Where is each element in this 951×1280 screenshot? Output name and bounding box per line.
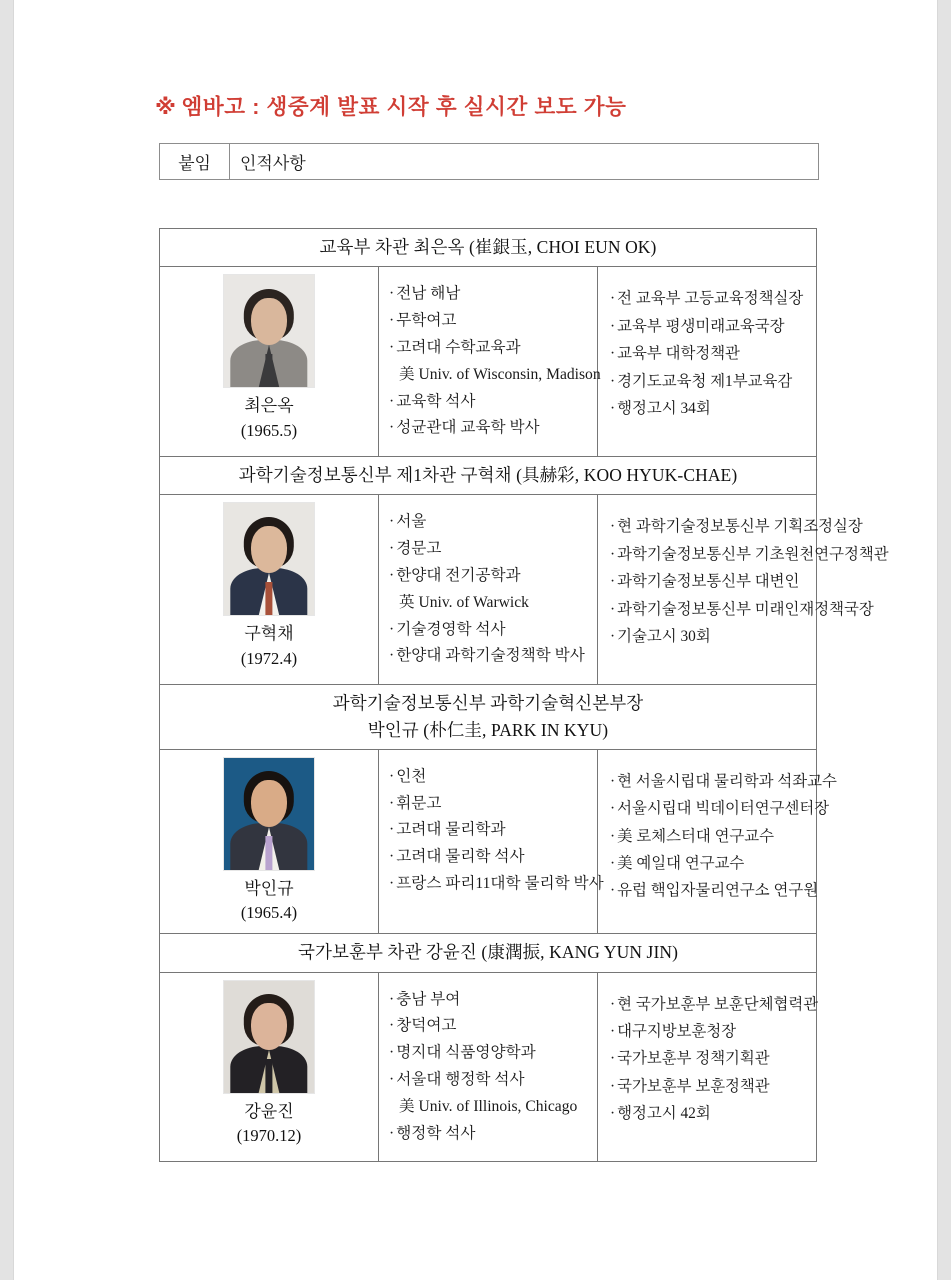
list-item-text: 프랑스 파리11대학 물리학 박사 — [396, 875, 604, 892]
list-item-text: 무학여고 — [396, 312, 457, 330]
bullet-icon: · — [610, 1077, 616, 1095]
career-list — [610, 513, 889, 650]
bullet-icon: · — [389, 513, 395, 531]
bullet-icon: · — [610, 545, 616, 563]
person-title-row — [160, 229, 817, 267]
list-item — [389, 536, 589, 563]
list-item-text: 행정고시 42회 — [617, 1105, 711, 1123]
career-list — [610, 285, 808, 422]
list-item-text: 한양대 과학기술정책학 박사 — [396, 647, 585, 665]
person-title: 과학기술정보통신부 제1차관 구혁채 (具赫彩, KOO HYUK-CHAE) — [160, 457, 817, 495]
bullet-icon: · — [389, 312, 395, 330]
list-item-text: 서울 — [396, 513, 427, 531]
education-list — [389, 509, 589, 670]
list-item — [389, 335, 589, 362]
education-list — [389, 987, 589, 1148]
list-item — [389, 1094, 589, 1121]
bullet-icon: · — [389, 620, 395, 638]
list-item-text: 현 국가보훈부 보훈단체협력관 — [617, 995, 819, 1013]
list-item — [610, 823, 808, 850]
list-item — [389, 389, 589, 416]
attachment-label: 붙임 — [160, 144, 230, 179]
person-education-cell — [379, 749, 604, 934]
list-item — [389, 1067, 589, 1094]
list-item — [389, 1121, 589, 1148]
bullet-icon: · — [389, 848, 395, 866]
person-title-row — [160, 685, 817, 750]
person-photo-cell — [160, 495, 379, 685]
avatar — [223, 757, 315, 871]
bullet-icon: · — [389, 567, 395, 584]
list-item-text: 현 과학기술정보통신부 기획조정실장 — [617, 518, 863, 536]
list-item-text: 한양대 전기공학과 — [396, 567, 521, 584]
bullet-icon: · — [610, 290, 616, 308]
list-item — [389, 817, 589, 844]
list-item-text: 행정고시 34회 — [617, 399, 711, 417]
person-birth-year: (1972.4) — [240, 649, 298, 669]
profile-table — [159, 228, 889, 1162]
bullet-icon: · — [610, 399, 616, 417]
list-item-text: 고려대 물리학 석사 — [396, 848, 525, 866]
bullet-icon: · — [389, 392, 395, 410]
bullet-icon: · — [610, 882, 616, 900]
bullet-icon: · — [610, 855, 616, 873]
portrait-shape — [265, 582, 272, 616]
list-item — [610, 1018, 808, 1045]
list-item — [389, 844, 589, 871]
person-education-cell — [379, 972, 598, 1162]
portrait-shape — [251, 526, 287, 573]
person-title-line: 과학기술정보통신부 과학기술혁신본부장 — [332, 693, 644, 714]
list-item-text: 전남 해남 — [396, 285, 461, 303]
list-item-text: 美 Univ. of Illinois, Chicago — [399, 1097, 578, 1115]
avatar — [223, 502, 315, 616]
person-education-cell — [379, 267, 601, 457]
list-item-text: 美 로체스터대 연구교수 — [617, 827, 775, 845]
person-photo-cell — [160, 749, 379, 934]
person-name: 박인규 — [244, 878, 294, 898]
embargo-notice — [155, 90, 807, 121]
list-item — [610, 991, 819, 1018]
list-item — [389, 1013, 589, 1040]
list-item-text: 국가보훈부 보훈정책관 — [617, 1077, 770, 1095]
portrait-shape — [265, 354, 272, 388]
list-item-text: 과학기술정보통신부 미래인재정책국장 — [617, 600, 874, 618]
portrait-shape — [265, 836, 272, 870]
person-photo-cell — [160, 972, 379, 1162]
list-item — [610, 1045, 808, 1072]
bullet-icon: · — [389, 540, 395, 558]
list-item-text: 휘문고 — [396, 794, 442, 812]
list-item-text: 교육부 대학정책관 — [617, 345, 740, 363]
list-item — [610, 1100, 808, 1127]
embargo-text: 엠바고 : 생중계 발표 시작 후 실시간 보도 가능 — [181, 95, 627, 119]
person-title-row — [160, 934, 817, 972]
bullet-icon: · — [389, 1071, 395, 1088]
list-item — [389, 764, 589, 791]
bullet-icon: · — [610, 600, 616, 618]
bullet-icon: · — [610, 772, 616, 790]
career-list — [610, 991, 819, 1128]
list-item-text: 고려대 수학교육과 — [396, 338, 521, 356]
list-item-text: 美 예일대 연구교수 — [617, 855, 745, 873]
person-career-cell — [598, 267, 817, 457]
portrait-shape — [251, 298, 287, 345]
career-list — [610, 768, 837, 905]
list-item-text: 인천 — [396, 767, 427, 785]
bullet-icon: · — [389, 1044, 395, 1062]
portrait-shape — [265, 1059, 272, 1093]
list-item — [610, 285, 808, 312]
list-item — [610, 768, 837, 795]
list-item — [610, 513, 863, 540]
list-item-text: 유럽 핵입자물리연구소 연구원 — [617, 882, 819, 900]
person-name: 최은옥 — [244, 396, 294, 416]
list-item-text: 기술경영학 석사 — [396, 620, 506, 638]
bullet-icon: · — [610, 995, 616, 1013]
education-list — [389, 764, 604, 898]
list-item-text: 경기도교육청 제1부교육감 — [617, 372, 793, 390]
list-item-text: 성균관대 교육학 박사 — [396, 419, 540, 437]
list-item — [389, 590, 589, 617]
list-item — [389, 509, 589, 536]
attachment-value: 인적사항 — [240, 154, 306, 173]
list-item — [389, 643, 589, 670]
person-birth-year: (1965.4) — [240, 903, 298, 923]
person-detail-row — [160, 972, 817, 1162]
list-item — [389, 791, 589, 818]
bullet-icon: · — [389, 419, 395, 437]
list-item — [389, 563, 589, 590]
list-item-text: 국가보훈부 정책기획관 — [617, 1050, 770, 1068]
document-page — [14, 0, 937, 1280]
list-item — [610, 623, 808, 650]
bullet-icon: · — [610, 1105, 616, 1123]
list-item — [389, 871, 604, 898]
education-list — [389, 281, 601, 442]
reference-mark-icon: ※ — [155, 95, 177, 119]
person-career-cell — [598, 972, 817, 1162]
person-title: 국가보훈부 차관 강윤진 (康潤振, KANG YUN JIN) — [160, 934, 817, 972]
bullet-icon: · — [610, 628, 616, 646]
bullet-icon: · — [389, 338, 395, 356]
portrait-shape — [251, 780, 287, 827]
bullet-icon: · — [610, 1022, 616, 1040]
portrait-shape — [251, 1003, 287, 1050]
list-item — [610, 368, 808, 395]
person-career-cell — [598, 749, 837, 934]
list-item — [610, 1073, 808, 1100]
bullet-icon: · — [610, 800, 616, 818]
list-item — [610, 313, 808, 340]
list-item-text: 행정학 석사 — [396, 1124, 476, 1142]
list-item — [610, 541, 889, 568]
list-item-text: 교육학 석사 — [396, 392, 476, 410]
person-title: 교육부 차관 최은옥 (崔銀玉, CHOI EUN OK) — [160, 229, 817, 267]
person-education-cell — [379, 495, 598, 685]
attachment-box — [159, 143, 819, 180]
list-item — [389, 362, 601, 389]
bullet-icon: · — [389, 875, 395, 892]
person-birth-year: (1970.12) — [236, 1126, 302, 1146]
avatar — [223, 980, 315, 1094]
list-item-text: 현 서울시립대 물리학과 석좌교수 — [617, 772, 837, 790]
list-item-text: 전 교육부 고등교육정책실장 — [617, 290, 804, 308]
person-career-cell — [598, 495, 889, 685]
list-item — [389, 415, 589, 442]
list-item — [610, 568, 808, 595]
bullet-icon: · — [610, 372, 616, 390]
bullet-icon: · — [389, 767, 395, 785]
bullet-icon: · — [610, 1050, 616, 1068]
list-item — [610, 340, 808, 367]
person-birth-year: (1965.5) — [240, 420, 298, 440]
bullet-icon: · — [610, 518, 616, 536]
person-detail-row — [160, 267, 817, 457]
person-detail-row — [160, 495, 817, 685]
bullet-icon: · — [610, 573, 616, 591]
bullet-icon: · — [610, 317, 616, 335]
list-item — [389, 308, 589, 335]
list-item-text: 과학기술정보통신부 대변인 — [617, 573, 800, 591]
person-photo-cell — [160, 267, 379, 457]
bullet-icon: · — [610, 345, 616, 363]
list-item-text: 과학기술정보통신부 기초원천연구정책관 — [617, 545, 889, 563]
page-content — [145, 0, 889, 1280]
list-item-text: 고려대 물리학과 — [396, 821, 506, 839]
bullet-icon: · — [389, 1124, 395, 1142]
list-item-text: 서울대 행정학 석사 — [396, 1071, 525, 1088]
list-item — [389, 1040, 589, 1067]
person-title — [160, 685, 817, 750]
list-item — [610, 877, 819, 904]
list-item — [610, 795, 830, 822]
person-detail-row — [160, 749, 817, 934]
list-item — [610, 596, 874, 623]
bullet-icon: · — [610, 827, 616, 845]
bullet-icon: · — [389, 990, 395, 1008]
list-item — [389, 281, 589, 308]
list-item — [610, 850, 808, 877]
list-item — [389, 617, 589, 644]
person-name: 강윤진 — [244, 1101, 294, 1121]
avatar — [223, 274, 315, 388]
person-title-row — [160, 457, 817, 495]
list-item-text: 명지대 식품영양학과 — [396, 1044, 536, 1062]
list-item-text: 경문고 — [396, 540, 442, 558]
list-item — [610, 395, 808, 422]
list-item-text: 충남 부여 — [396, 990, 461, 1008]
bullet-icon: · — [389, 647, 395, 665]
list-item-text: 교육부 평생미래교육국장 — [617, 317, 785, 335]
list-item-text: 창덕여고 — [396, 1017, 457, 1035]
list-item-text: 서울시립대 빅데이터연구센터장 — [617, 800, 830, 818]
list-item-text: 대구지방보훈청장 — [617, 1022, 737, 1040]
bullet-icon: · — [389, 821, 395, 839]
list-item-text: 기술고시 30회 — [617, 628, 711, 646]
person-name: 구혁채 — [244, 624, 294, 644]
list-item-text: 美 Univ. of Wisconsin, Madison — [399, 365, 601, 383]
person-title-line: 박인규 (朴仁圭, PARK IN KYU) — [367, 719, 609, 740]
bullet-icon: · — [389, 285, 395, 303]
list-item-text: 英 Univ. of Warwick — [399, 593, 529, 611]
bullet-icon: · — [389, 794, 395, 812]
bullet-icon: · — [389, 1017, 395, 1035]
list-item — [389, 987, 589, 1014]
